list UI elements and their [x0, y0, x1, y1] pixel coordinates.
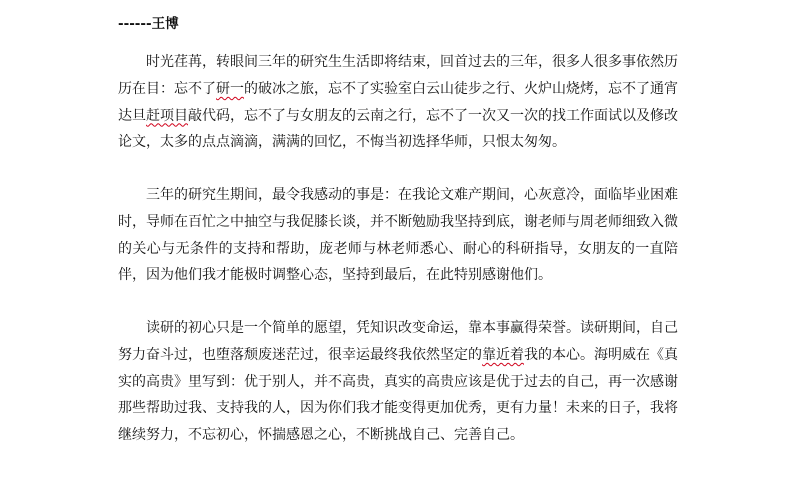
paragraph-1: [118, 49, 678, 156]
paragraph-3-text-b: 我的本心。海明威在《真实的高贵》里写到：优于别人，并不高贵，真实的高贵应该是优于过去的自己，再一次感谢那些帮助过我、支持我的人，因为你们我才能变得更加优秀，更有力量！未来的日子，我将继续努力，不忘初心，怀揣感恩之心，不断挑战自己、完善自己。: [118, 346, 678, 444]
paragraph-1-text-b: 的破冰之旅，忘不了实验室白云山徒步之行、火炉山烧烤，忘不了通宵达旦: [118, 80, 678, 124]
spellcheck-marked-word: 靠近着: [482, 346, 524, 363]
paragraph-2: [118, 182, 678, 289]
paragraph-1-text-c: 敲代码，忘不了与女朋友的云南之行，忘不了一次又一次的找工作面试以及修改论文，太多的点点滴滴，满满的回忆，不悔当初选择华师，只恨太匆匆。: [118, 107, 678, 151]
paragraph-2-text: 三年的研究生期间，最令我感动的事是：在我论文难产期间，心灰意冷，面临毕业困难时，导师在百忙之中抽空与我促膝长谈，并不断勉励我坚持到底，谢老师与周老师细致入微的关心与无条件的支持和帮助，庞老师与林老师悉心、耐心的科研指导，女朋友的一直陪伴，因为他们我才能极时调整心态，坚持到最后，在此特别感谢他们。: [118, 187, 678, 284]
paragraph-3-text-a: 读研的初心只是一个简单的愿望，凭知识改变命运，靠本事赢得荣誉。读研期间，自己努力奋斗过，也堕落颓废迷茫过，很幸运最终我依然坚定的: [118, 320, 678, 363]
author-signature: ------王博: [118, 16, 179, 32]
spellcheck-marked-word: 赶项目: [146, 107, 188, 124]
paragraph-3: [118, 315, 678, 449]
spellcheck-marked-word: 研一: [216, 80, 244, 97]
paragraph-1-text-a: 时光荏苒，转眼间三年的研究生生活即将结束，回首过去的三年，很多人很多事依然历历在目：忘不了: [118, 54, 678, 97]
